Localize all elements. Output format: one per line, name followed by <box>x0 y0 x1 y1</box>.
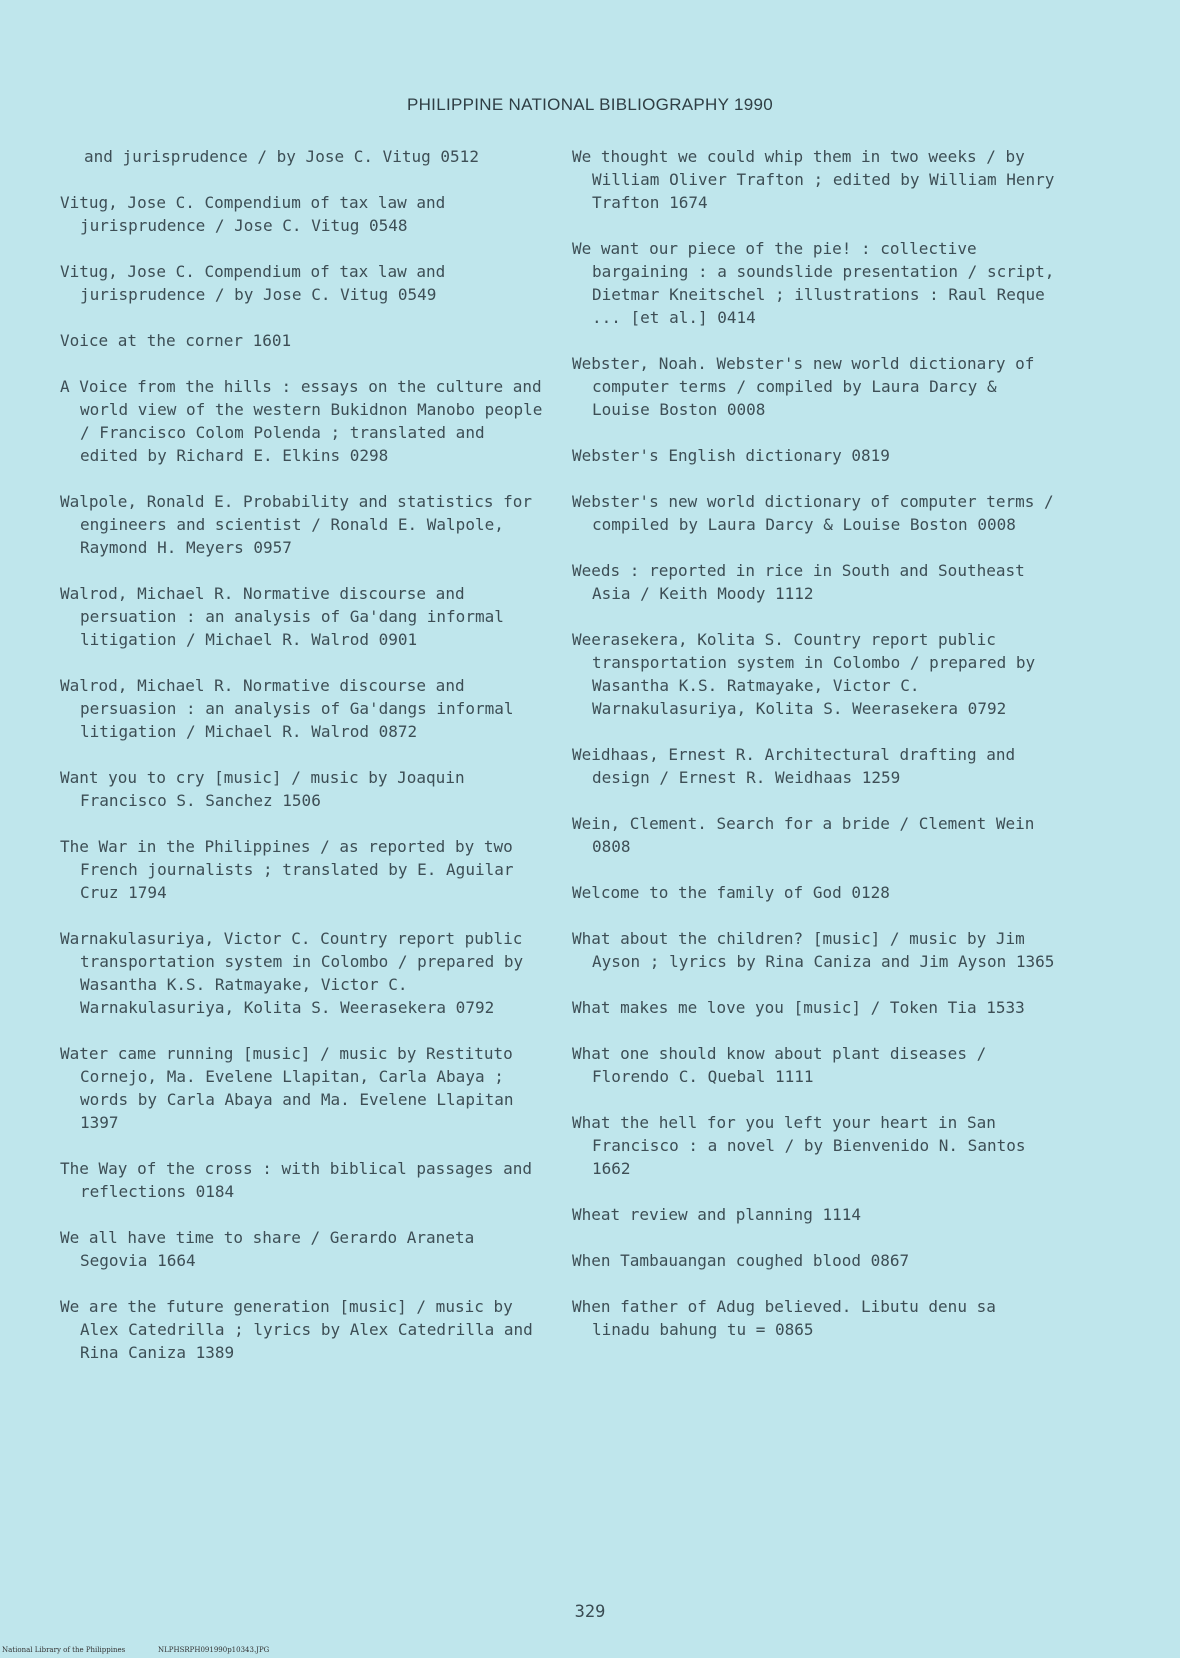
bibliography-entry: Walpole, Ronald E. Probability and statistics for engineers and scientist / Ronald E. Walpole, Raymond H. Meyers 0957 <box>60 492 533 557</box>
page-number: 329 <box>574 1602 606 1622</box>
bibliography-entry: Wheat review and planning 1114 <box>572 1205 861 1224</box>
bibliography-entry: Vitug, Jose C. Compendium of tax law and jurisprudence / Jose C. Vitug 0548 <box>60 193 446 235</box>
bibliography-entry: Walrod, Michael R. Normative discourse and persuation : an analysis of Ga'dang informal litigation / Michael R. Walrod 0901 <box>60 584 504 649</box>
bibliography-entry: Wein, Clement. Search for a bride / Clement Wein 0808 <box>572 814 1035 856</box>
bibliography-entry: What the hell for you left your heart in San Francisco : a novel / by Bienvenido N. Santos 1662 <box>572 1113 1026 1178</box>
bibliography-entry: We all have time to share / Gerardo Araneta Segovia 1664 <box>60 1228 475 1270</box>
bibliography-entry: Weeds : reported in rice in South and Southeast Asia / Keith Moody 1112 <box>572 561 1025 603</box>
footer-filename: NLPHSRPH091990p10343.JPG <box>158 1646 270 1654</box>
bibliography-entry: We thought we could whip them in two weeks / by William Oliver Trafton ; edited by William Henry Trafton 1674 <box>572 147 1055 212</box>
bibliography-entry: What makes me love you [music] / Token Tia 1533 <box>572 998 1025 1017</box>
left-column <box>60 145 550 1387</box>
bibliography-entry: Voice at the corner 1601 <box>60 331 292 350</box>
bibliography-entry: and jurisprudence / by Jose C. Vitug 0512 <box>84 147 479 166</box>
bibliography-entry: We are the future generation [music] / music by Alex Catedrilla ; lyrics by Alex Catedrilla and Rina Caniza 1389 <box>60 1297 533 1362</box>
bibliography-entry: The War in the Philippines / as reported by two French journalists ; translated by E. Aguilar Cruz 1794 <box>60 837 514 902</box>
bibliography-entry: When Tambauangan coughed blood 0867 <box>572 1251 910 1270</box>
page-header: PHILIPPINE NATIONAL BIBLIOGRAPHY 1990 <box>406 95 774 114</box>
bibliography-entry: Water came running [music] / music by Restituto Cornejo, Ma. Evelene Llapitan, Carla Abaya ; words by Carla Abaya and Ma. Evelene Llapitan 1397 <box>60 1044 514 1132</box>
bibliography-entry: Vitug, Jose C. Compendium of tax law and jurisprudence / by Jose C. Vitug 0549 <box>60 262 446 304</box>
bibliography-entry: Welcome to the family of God 0128 <box>572 883 890 902</box>
bibliography-entry: When father of Adug believed. Libutu denu sa linadu bahung tu = 0865 <box>572 1297 996 1339</box>
footer-source: National Library of the Philippines <box>2 1646 126 1654</box>
bibliography-entry: Warnakulasuriya, Victor C. Country report public transportation system in Colombo / prepared by Wasantha K.S. Ratmayake, Victor C. Warnakulasuriya, Kolita S. Weerasekera 0792 <box>60 929 524 1017</box>
right-column <box>572 145 1062 1364</box>
bibliography-entry: We want our piece of the pie! : collective bargaining : a soundslide presentation / script, Dietmar Kneitschel ; illustrations : Raul Reque ... [et al.] 0414 <box>572 239 1055 327</box>
bibliography-entry: Weidhaas, Ernest R. Architectural drafting and design / Ernest R. Weidhaas 1259 <box>572 745 1016 787</box>
bibliography-entry: Webster, Noah. Webster's new world dictionary of computer terms / compiled by Laura Darcy & Louise Boston 0008 <box>572 354 1035 419</box>
bibliography-entry: Webster's English dictionary 0819 <box>572 446 890 465</box>
bibliography-entry: A Voice from the hills : essays on the culture and world view of the western Bukidnon Manobo people / Francisco Colom Polenda ; translated and edited by Richard E. Elkins 0298 <box>60 377 543 465</box>
bibliography-entry: What one should know about plant diseases / Florendo C. Quebal 1111 <box>572 1044 987 1086</box>
bibliography-entry: What about the children? [music] / music by Jim Ayson ; lyrics by Rina Caniza and Jim Ayson 1365 <box>572 929 1055 971</box>
bibliography-entry: Walrod, Michael R. Normative discourse and persuasion : an analysis of Ga'dangs informal litigation / Michael R. Walrod 0872 <box>60 676 514 741</box>
bibliography-entry: Weerasekera, Kolita S. Country report public transportation system in Colombo / prepared by Wasantha K.S. Ratmayake, Victor C. Warnakulasuriya, Kolita S. Weerasekera 0792 <box>572 630 1036 718</box>
bibliography-entry: Webster's new world dictionary of computer terms / compiled by Laura Darcy & Louise Boston 0008 <box>572 492 1054 534</box>
bibliography-entry: The Way of the cross : with biblical passages and reflections 0184 <box>60 1159 533 1201</box>
bibliography-entry: Want you to cry [music] / music by Joaquin Francisco S. Sanchez 1506 <box>60 768 465 810</box>
